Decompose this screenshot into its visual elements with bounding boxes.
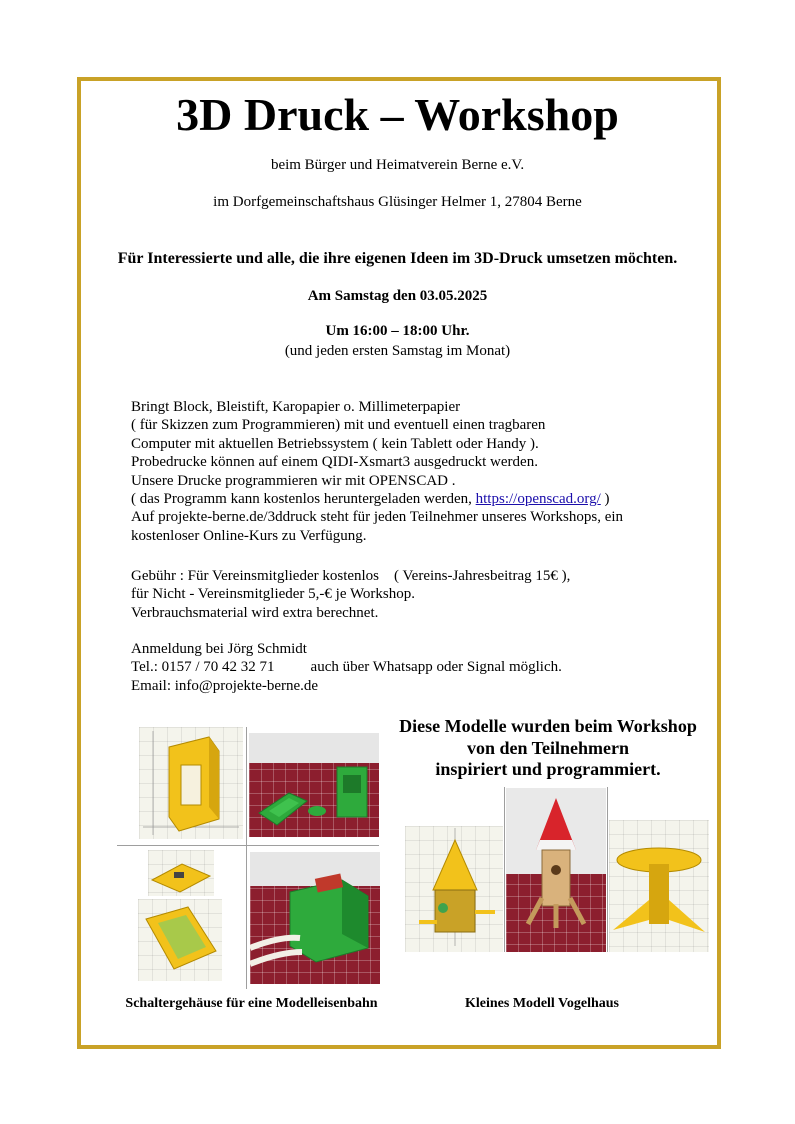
audience-line: Für Interessierte und alle, die ihre eigenen Ideen im 3D-Druck umsetzen möchten. bbox=[117, 250, 678, 267]
host-line: beim Bürger und Heimatverein Berne e.V. bbox=[270, 157, 525, 173]
switch-plate-cad-image bbox=[138, 899, 222, 981]
download-text-end: ) bbox=[600, 491, 610, 508]
fee-line: Verbrauchsmaterial wird extra berechnet. bbox=[131, 604, 379, 621]
switch-base-cad-image bbox=[148, 850, 214, 896]
models-heading-line: inspiriert und programmiert. bbox=[435, 759, 661, 779]
models-heading-line: von den Teilnehmern bbox=[466, 737, 630, 758]
collage-divider-h bbox=[117, 845, 379, 846]
download-text: ( das Programm kann kostenlos heruntergeladen werden, bbox=[131, 491, 476, 508]
collage-divider-v bbox=[246, 727, 247, 989]
models-heading-line: Diese Modelle wurden beim Workshop bbox=[399, 716, 697, 736]
info-line: Unsere Drucke programmieren wir mit OPENSCAD . bbox=[131, 472, 456, 489]
venue-line: im Dorfgemeinschaftshaus Glüsinger Helmer 1, 27804 Berne bbox=[213, 194, 582, 210]
switch-housing-cad-image bbox=[139, 727, 243, 839]
switch-housing-print-image bbox=[249, 733, 379, 837]
switch-box-print-image bbox=[250, 852, 380, 984]
birdhouse-divider-2 bbox=[607, 787, 608, 952]
info-line: Probedrucke können auf einem QIDI-Xsmart3 ausgedruckt werden. bbox=[131, 454, 538, 471]
birdhouse-divider-1 bbox=[504, 787, 505, 952]
contact-block bbox=[131, 640, 562, 695]
fee-line: Gebühr : Für Vereinsmitglieder kostenlos ( Vereins-Jahresbeitrag 15€ ), bbox=[131, 568, 571, 584]
info-line: Bringt Block, Bleistift, Karopapier o. Millimeterpapier bbox=[131, 399, 461, 415]
contact-phone-line bbox=[131, 658, 562, 676]
models-heading bbox=[388, 716, 708, 781]
birdhouse-base-cad-image bbox=[609, 820, 709, 952]
caption-switch-housings: Schaltergehäuse für eine Modelleisenbahn bbox=[125, 996, 378, 1011]
info-line: ( für Skizzen zum Programmieren) mit und eventuell einen tragbaren bbox=[131, 417, 546, 434]
phone-number: Tel.: 0157 / 70 42 32 71 bbox=[131, 659, 275, 676]
fee-line: für Nicht - Vereinsmitglieder 5,-€ je Workshop. bbox=[131, 586, 416, 603]
openscad-link[interactable]: https://openscad.org/ bbox=[475, 491, 601, 508]
info-block bbox=[131, 398, 623, 545]
messenger-note: auch über Whatsapp oder Signal möglich. bbox=[310, 659, 562, 676]
info-line: kostenloser Online-Kurs zu Verfügung. bbox=[131, 527, 367, 544]
birdhouse-cad-image bbox=[405, 826, 503, 952]
time-line: Um 16:00 – 18:00 Uhr. bbox=[325, 323, 470, 339]
info-line: Auf projekte-berne.de/3ddruck steht für jeden Teilnehmer unseres Workshops, ein bbox=[131, 509, 624, 526]
contact-email: Email: info@projekte-berne.de bbox=[131, 677, 319, 694]
page-title: 3D Druck – Workshop bbox=[176, 89, 619, 140]
contact-line: Anmeldung bei Jörg Schmidt bbox=[131, 641, 307, 657]
fees-block bbox=[131, 567, 570, 622]
recurrence-line: (und jeden ersten Samstag im Monat) bbox=[284, 343, 511, 359]
info-line: Computer mit aktuellen Betriebssystem ( kein Tablett oder Handy ). bbox=[131, 435, 539, 452]
caption-birdhouse: Kleines Modell Vogelhaus bbox=[464, 996, 620, 1011]
date-line: Am Samstag den 03.05.2025 bbox=[307, 288, 488, 304]
info-line-download bbox=[131, 490, 623, 508]
birdhouse-print-image bbox=[506, 788, 606, 952]
